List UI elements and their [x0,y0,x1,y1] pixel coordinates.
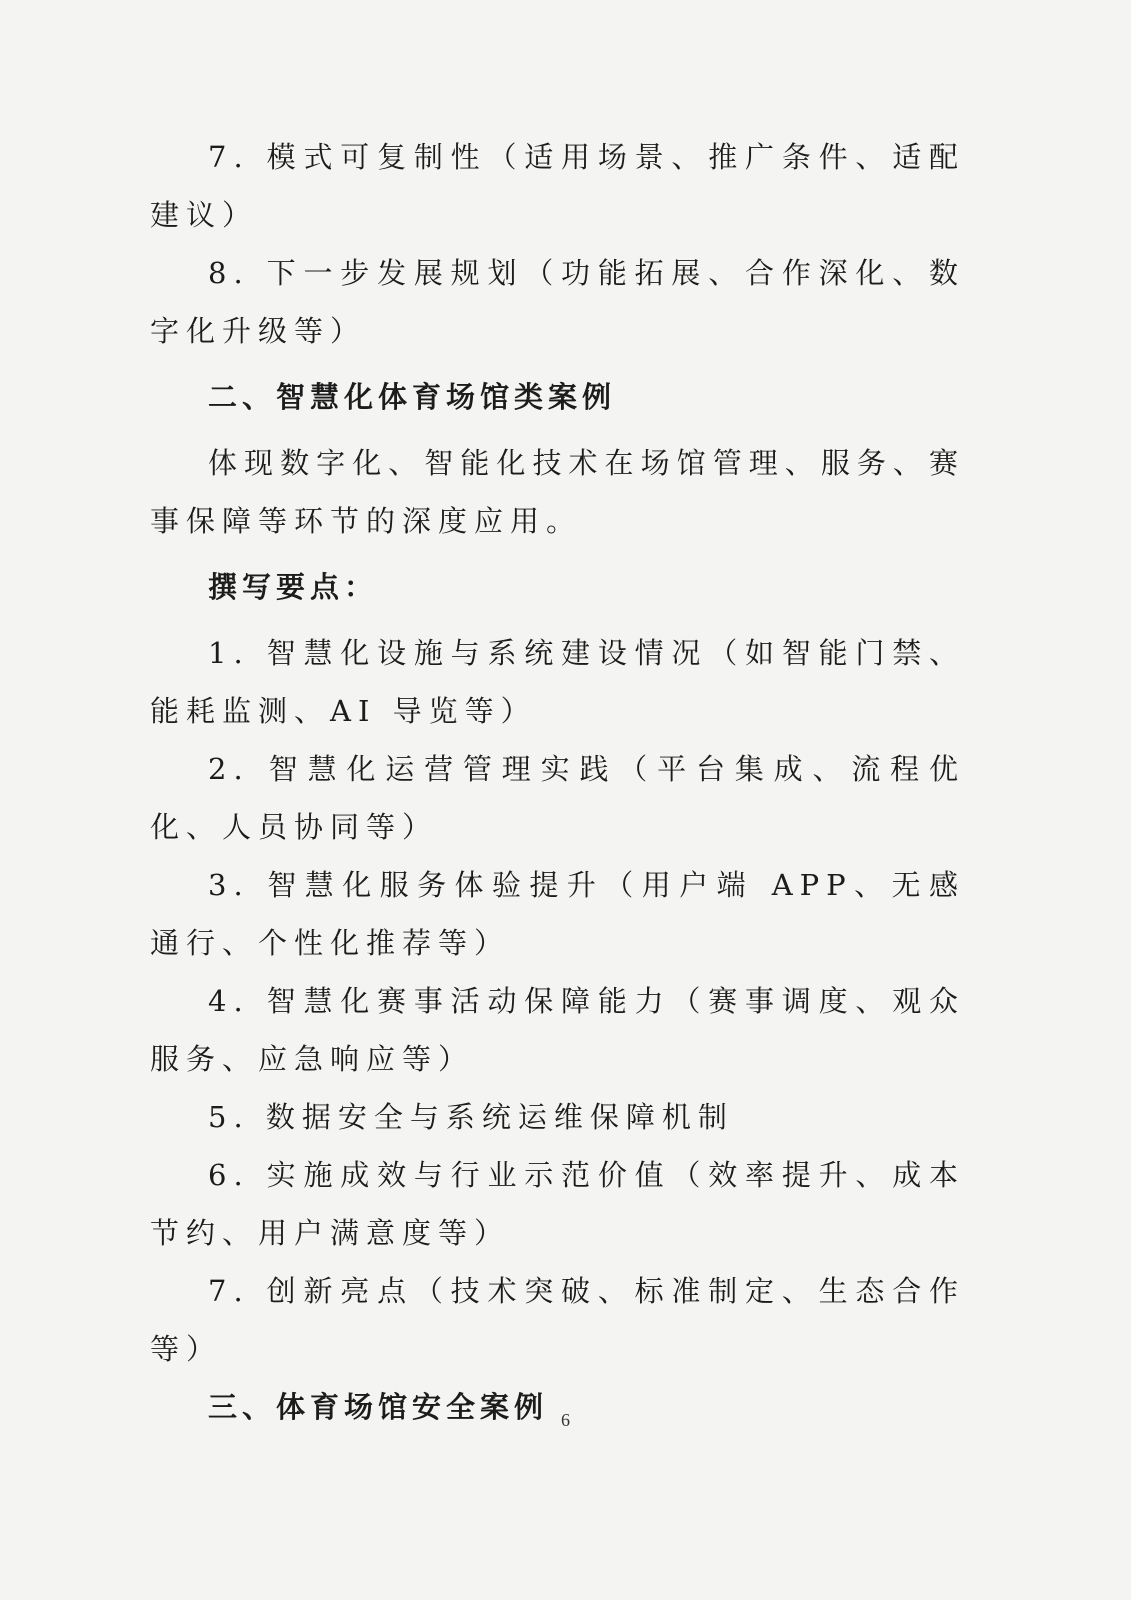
page-content [150,128,965,1436]
point-1: 1. 智慧化设施与系统建设情况（如智能门禁、能耗监测、AI 导览等） [150,636,965,728]
page-number: 6 [561,1410,570,1430]
writing-points-heading: 撰写要点： [208,570,379,604]
point-5: 5. 数据安全与系统运维保障机制 [208,1100,734,1134]
point-3: 3. 智慧化服务体验提升（用户端 APP、无感通行、个性化推荐等） [150,868,965,960]
item-8-development-plan: 8. 下一步发展规划（功能拓展、合作深化、数字化升级等） [150,256,965,348]
point-4: 4. 智慧化赛事活动保障能力（赛事调度、观众服务、应急响应等） [150,984,965,1076]
section-intro: 体现数字化、智能化技术在场馆管理、服务、赛事保障等环节的深度应用。 [150,446,965,538]
item-7-replicability: 7. 模式可复制性（适用场景、推广条件、适配建议） [150,140,965,232]
point-7: 7. 创新亮点（技术突破、标准制定、生态合作等） [150,1274,965,1366]
point-2: 2. 智慧化运营管理实践（平台集成、流程优化、人员协同等） [150,752,965,844]
section-heading-smart-venues: 二、智慧化体育场馆类案例 [208,380,617,414]
point-6: 6. 实施成效与行业示范价值（效率提升、成本节约、用户满意度等） [150,1158,965,1250]
section-heading-venue-safety: 三、体育场馆安全案例 [208,1390,549,1424]
